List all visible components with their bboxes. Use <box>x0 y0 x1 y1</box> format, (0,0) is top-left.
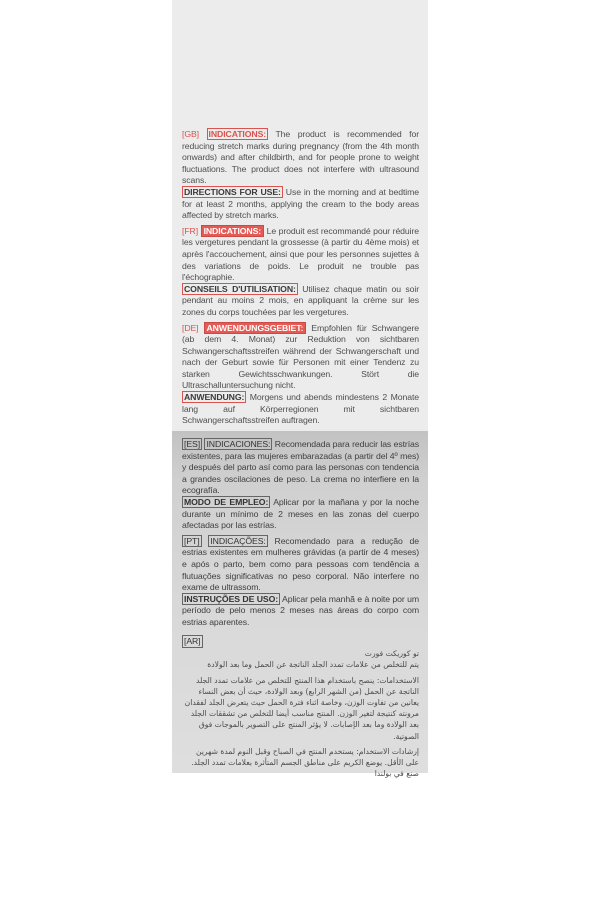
pt-directions <box>182 594 419 629</box>
de-directions-text: Morgens und abends mindestens 2 Monate lang auf Körperregionen mit sichtbaren Schwangerschaftsstreifen auftragen. <box>182 392 419 426</box>
pt-section <box>182 536 419 594</box>
de-indications-label: ANWENDUNGSGEBIET: <box>204 322 307 334</box>
gb-directions-text: Use in the morning and at bedtime for at least 2 months, applying the cream to the body areas affected by stretch marks. <box>182 186 419 221</box>
pt-indications-text: Recomendado para a redução de estrias existentes em mulheres grávidas (a partir de 4 meses) e após o parto, bem como para pessoas com tendência a flutuações significativas no peso corporal. Não interfere no exame de ultrassom. <box>182 535 419 593</box>
gb-code: [GB] <box>182 129 199 139</box>
pt-directions-text: Aplicar pela manhã e à noite por um período de pelo menos 2 meses nas áreas do corpo com estrias aparentes. <box>182 593 419 627</box>
gb-indications-text: The product is recommended for reducing stretch marks during pregnancy (from the 4th month onwards) and after childbirth, and for people prone to weight fluctuations. The product does not interfere with ultrasound scans. <box>182 129 419 186</box>
de-directions <box>182 392 419 427</box>
ar-title: تو كوريكت فورت <box>364 649 419 659</box>
label-panel-top <box>172 0 428 431</box>
ar-indications-text: الاستخدامات: ينصح باستخدام هذا المنتج للتخلص من علامات تمدد الجلد الناتجة عن الحمل (من الشهر الرابع) وبعد الولادة، حيث أن بعض النساء يعانين من تفاوت الوزن، وخاصة اثناء فترة الحمل حيث يتعرض الجلد لفقدان مرونته كنتيجة لتغير الوزن. المنتج مناسب أيضا للتخلص من تشققات الجلد بعد الولادة وما بعد الإصابات. لا يؤثر المنتج على التصوير بالموجات فوق الصوتية. <box>184 675 419 741</box>
gb-section <box>182 129 419 187</box>
es-indications-text: Recomendada para reducir las estrías existentes, para las mujeres embarazadas (a partir del 4º mes) y después del parto así como para las personas con tendencia a grandes oscilaciones de peso. La crema no interfiere en la ecografía. <box>182 439 419 496</box>
fr-indications-text: Le produit est recommandé pour réduire les vergetures pendant la grossesse (à partir du 4ème mois) et après l'accouchement, ainsi que pour les personnes sujettes à des variations de poids. Le produit ne trouble pas l'échographie. <box>182 225 419 283</box>
fr-indications-label: INDICATIONS: <box>201 225 265 237</box>
fr-directions-text: Utilisez chaque matin ou soir pendant au moins 2 mois, en appliquant la crème sur les zones du corps touchées par les vergetures. <box>182 283 419 317</box>
fr-directions <box>182 284 419 319</box>
de-code: [DE] <box>182 322 199 333</box>
ar-subtitle: يتم للتخلص من علامات تمدد الجلد الناتجة عن الحمل وما بعد الولادة <box>207 660 419 670</box>
gb-directions-label: DIRECTIONS FOR USE: <box>184 186 281 197</box>
pt-indications-label: INDICAÇÕES: <box>210 535 266 546</box>
de-section <box>182 323 419 393</box>
ar-section <box>182 629 419 780</box>
es-directions-label: MODO DE EMPLEO: <box>184 496 269 507</box>
es-code: [ES] <box>184 439 201 449</box>
fr-section <box>182 226 419 284</box>
es-directions-text: Aplicar por la mañana y por la noche durante un mínimo de 2 meses en las zonas del cuerpo afectadas por las estrías. <box>182 496 420 531</box>
es-indications-label: INDICACIONES: <box>206 439 271 449</box>
ar-directions-text: إرشادات الاستخدام: يستخدم المنتج في الصباح وقبل النوم لمدة شهرين على الأقل. يوضع الكريم على مناطق الجسم المتأثرة بعلامات تمدد الجلد. صنع في بولندا <box>191 746 419 779</box>
gb-directions <box>182 187 419 222</box>
ar-code: [AR] <box>182 635 203 649</box>
pt-code: [PT] <box>184 535 200 546</box>
pt-directions-label: INSTRUÇÕES DE USO: <box>184 593 279 604</box>
de-indications-text: Empfohlen für Schwangere (ab dem 4. Monat) zur Reduktion von sichtbaren Schwangerschaftsstreifen während der Schwangerschaft und nach der Geburt sowie für Personen mit einer Tendenz zu starken Gewichtsschwankungen. Stört die Ultraschalluntersuchung nicht. <box>182 322 419 391</box>
fr-code: [FR] <box>182 225 199 236</box>
es-section <box>182 439 419 497</box>
gb-indications-label: INDICATIONS: <box>208 129 267 139</box>
de-directions-label: ANWENDUNG: <box>184 392 245 403</box>
es-directions <box>182 497 419 532</box>
fr-directions-label: CONSEILS D'UTILISATION: <box>184 283 296 294</box>
label-panel-bottom <box>172 431 428 779</box>
